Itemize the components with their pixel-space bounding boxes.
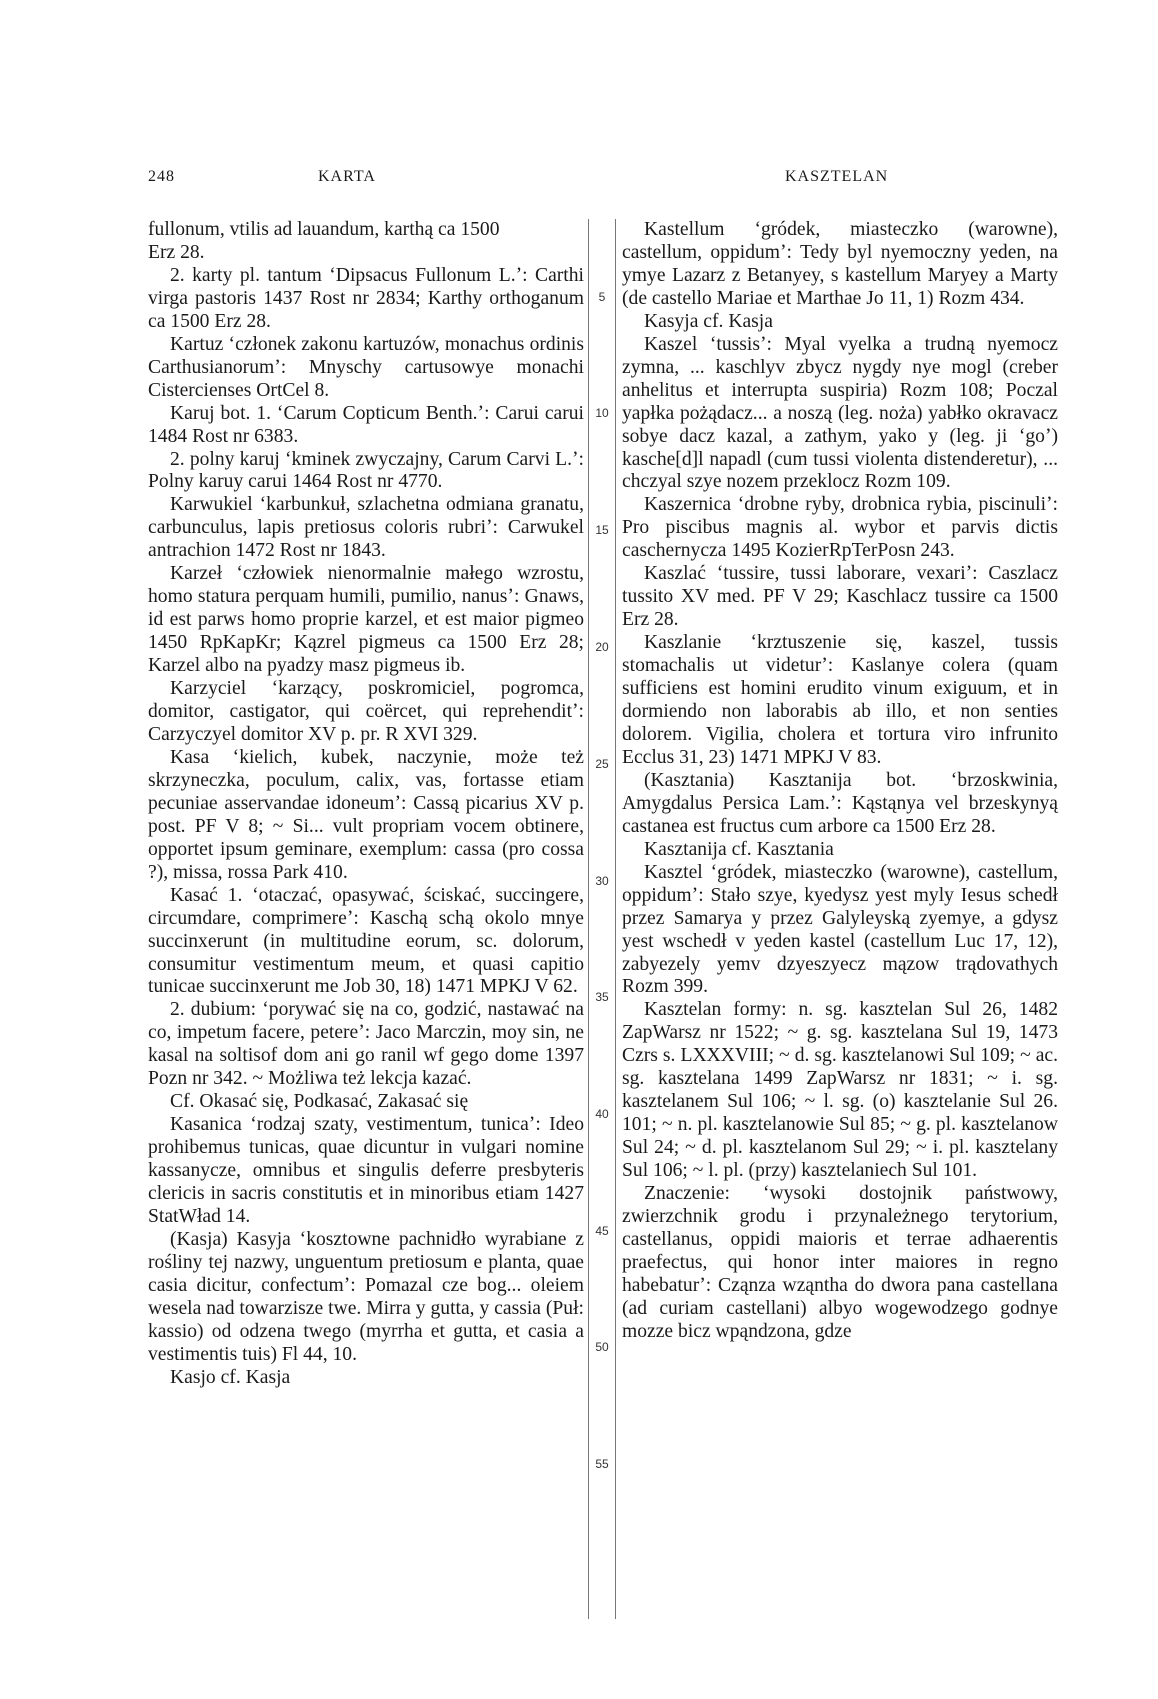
entry-paragraph: 2. karty pl. tantum ʻDipsacus Fullonum L.ʼ: Carthi virga pastoris 1437 Rost nr 2834; Karthy orthoganum ca 1500 Erz 28. — [148, 264, 584, 332]
entry-paragraph: Kasztel ʻgródek, miasteczko (warowne), castellum, oppidumʼ: Stało szye, kyedysz yest myly Iesus schedł przez Samarya y przez Galyleyską zyemye, a gdysz yest wschedł v yeden kastel (castellum Luc 17, 12), zabyezely yemv dzyeszyecz mązow trądovathych Rozm 399. — [622, 861, 1058, 998]
line-number: 25 — [595, 757, 609, 771]
line-number: 40 — [595, 1107, 609, 1121]
entry-paragraph: Kaszel ʻtussisʼ: Myal vyelka a trudną nyemocz zymna, ... kaschlyv zbycz nygdy nye mogl (creber anhelitus et interrupta suspiria) Rozm 108; Poczal yapłka pożądacz... a noszą (leg. noża) yabłko okravacz sobye dacz kazal, a zathym, yako y (leg. ji ʻgoʼ) kasche[d]l napadl (cum tussi violenta distenderetur), ... chczyal szye nozem przeklocz Rozm 109. — [622, 333, 1058, 493]
entry-paragraph: Kaszlanie ʻkrztuszenie się, kaszel, tussis stomachalis ut videturʼ: Kaslanye colera (quam sufficiens est homini erudito vinum exiguum, et in dormiendo non laborabis ab illo, et non senties dolorem. Vigilia, cholera et tortura viro infrunito Ecclus 31, 23) 1471 MPKJ V 83. — [622, 632, 1058, 768]
entry-paragraph: Kaszlać ʻtussire, tussi laborare, vexariʼ: Caszlacz tussito XV med. PF V 29; Kaschlacz tussire ca 1500 Erz 28. — [622, 563, 1058, 631]
entry-paragraph: 2. dubium: ʻporywać się na co, godzić, nastawać na co, impetum facere, petereʼ: Jaco Marczin, moy sin, ne kasal na soltisof dom ani go ranil wf gego dome 1397 Pozn nr 342. ~ Możliwa też lekcja kazać. — [148, 999, 584, 1090]
running-title-left: KARTA — [318, 168, 376, 185]
entry-paragraph: Karzeł ʻczłowiek nienormalnie małego wzrostu, homo statura perquam humili, pumilio, nanusʼ: Gnaws, id est parws homo proprie karzel, et est maior pigmeo 1450 RpKapKr; Kązrel pigmeus ca 1500 Erz 28; Karzel albo na pyadzy masz pigmeus ib. — [148, 563, 584, 677]
line-number: 50 — [595, 1340, 609, 1354]
line-number: 55 — [595, 1457, 609, 1471]
line-number: 30 — [595, 874, 609, 888]
entry-continuation-first-line: fullonum, vtilis ad lauandum, karthą ca 1500 — [148, 219, 500, 240]
entry-paragraph: 2. polny karuj ʻkminek zwyczajny, Carum Carvi L.ʼ: Polny karuy carui 1464 Rost nr 4770. — [148, 448, 584, 493]
line-number: 10 — [595, 406, 609, 420]
cross-reference: Kasyja cf. Kasja — [644, 310, 773, 332]
column-rule-right — [615, 219, 616, 1619]
entry-paragraph: Karwukiel ʻkarbunkuł, szlachetna odmiana granatu, carbunculus, lapis pretiosus coloris rubriʼ: Carwukel antrachion 1472 Rost nr 1843. — [148, 494, 584, 562]
column-rule-left — [588, 219, 589, 1619]
entry-paragraph: Karzyciel ʻkarzący, poskromiciel, pogromca, domitor, castigator, qui coërcet, qui reprehenditʼ: Carzyczyel domitor XV p. pr. R XVI 329. — [148, 678, 584, 745]
entry-paragraph: Kasać 1. ʻotaczać, opasywać, ściskać, succingere, circumdare, comprimereʼ: Kaschą schą okolo mnye succinxerunt (in multitudine eorum, sc. dolorum, consumitur vestimentum meum, et quasi capitio tunicae succinxerunt me Job 30, 18) 1471 MPKJ V 62. — [148, 884, 584, 998]
line-number: 45 — [595, 1224, 609, 1238]
entry-paragraph: (Kasja) Kasyja ʻkosztowne pachnidło wyrabiane z rośliny tej nazwy, unguentum pretiosum e planta, quae casia dicitur, confectumʼ: Pomazal cze bog... oleiem wesela nad towarzisze twe. Mirra y gutta, y cassia (Puł: kassio) od odzena twego (myrrha et gutta, et casia a vestimentis tuis) Fl 44, 10. — [148, 1228, 584, 1365]
entry-paragraph: Kasztelan formy: n. sg. kasztelan Sul 26, 1482 ZapWarsz nr 1522; ~ g. sg. kasztelana Sul 19, 1473 Czrs s. LXXXVIII; ~ d. sg. kasztelanowi Sul 109; ~ ac. sg. kasztelana 1499 ZapWarsz nr 1831; ~ i. sg. kasztelanem Sul 106; ~ l. sg. (o) kasztelanie Sul 26. 101; ~ n. pl. kasztelanowie Sul 85; ~ g. pl. kasztelanow Sul 24; ~ d. pl. kasztelanom Sul 29; ~ i. pl. kasztelany Sul 106; ~ l. pl. (przy) kasztelaniech Sul 101. — [622, 999, 1058, 1182]
entry-paragraph: Kartuz ʻczłonek zakonu kartuzów, monachus ordinis Carthusianorumʼ: Mnyschy cartusowye monachi Cistercienses OrtCel 8. — [148, 333, 584, 401]
entry-paragraph: (Kasztania) Kasztanija bot. ʻbrzoskwinia, Amygdalus Persica Lam.ʼ: Kąstąnya vel brzeskynyą castanea est fructus cum arbore ca 1500 Erz 28. — [622, 769, 1058, 837]
entry-continuation: fullonum, vtilis ad lauandum, karthą ca 1500 Erz 28. — [148, 219, 500, 263]
line-number: 20 — [595, 640, 609, 654]
cross-reference: Kasztanija cf. Kasztania — [644, 838, 834, 860]
line-number: 35 — [595, 990, 609, 1004]
page-number: 248 — [148, 168, 175, 185]
line-number: 15 — [595, 523, 609, 537]
line-number: 5 — [598, 290, 606, 304]
entry-paragraph: Kastellum ʻgródek, miasteczko (warowne), castellum, oppidumʼ: Tedy byl nyemoczny yeden, na ymye Lazarz z Betanyey, s kastellum Maryey a Marty (de castello Mariae et Marthae Jo 11, 1) Rozm 434. — [622, 219, 1058, 309]
entry-paragraph: Karuj bot. 1. ʻCarum Copticum Benth.ʼ: Carui carui 1484 Rost nr 6383. — [148, 402, 584, 447]
entry-paragraph: Znaczenie: ʻwysoki dostojnik państwowy, zwierzchnik grodu i przynależnego terytorium, castellanus, oppidi maioris et terrae adhaerentis praefectus, qui honor inter maiores in regno habebaturʼ: Cząnza wząntha do dwora pana castellana (ad curiam castellani) albyo wogewodzego godnye mozze bicz wpąndzona, gdze — [622, 1183, 1058, 1342]
entry-paragraph: Kasanica ʻrodzaj szaty, vestimentum, tunicaʼ: Ideo prohibemus tunicas, quae dicuntur in vulgari nomine kassanycze, omnibus et singulis deferre presbyteris clericis in sacris constitutis et in minoribus etiam 1427 StatWład 14. — [148, 1114, 584, 1227]
running-title-right: KASZTELAN — [785, 168, 889, 185]
cross-reference: Kasjo cf. Kasja — [170, 1366, 291, 1388]
entry-paragraph: Kaszernica ʻdrobne ryby, drobnica rybia, piscinuliʼ: Pro piscibus magnis al. wybor et parvis dictis caschernycza 1495 KozierRpTerPosn 243. — [622, 494, 1058, 562]
left-column — [148, 219, 584, 1390]
cross-reference: Cf. Okasać się, Podkasać, Zakasać się — [170, 1091, 469, 1113]
entry-paragraph: Kasa ʻkielich, kubek, naczynie, może też skrzyneczka, poculum, calix, vas, fortasse etiam pecuniae asservandae idoneumʼ: Cassą picarius XV p. post. PF V 8; ~ Si... vult propriam vocem obtinere, opportet ipsum geminare, exemplum: cassa (pro cossa ?), missa, rossa Park 410. — [148, 746, 584, 883]
right-column — [622, 219, 1058, 1344]
